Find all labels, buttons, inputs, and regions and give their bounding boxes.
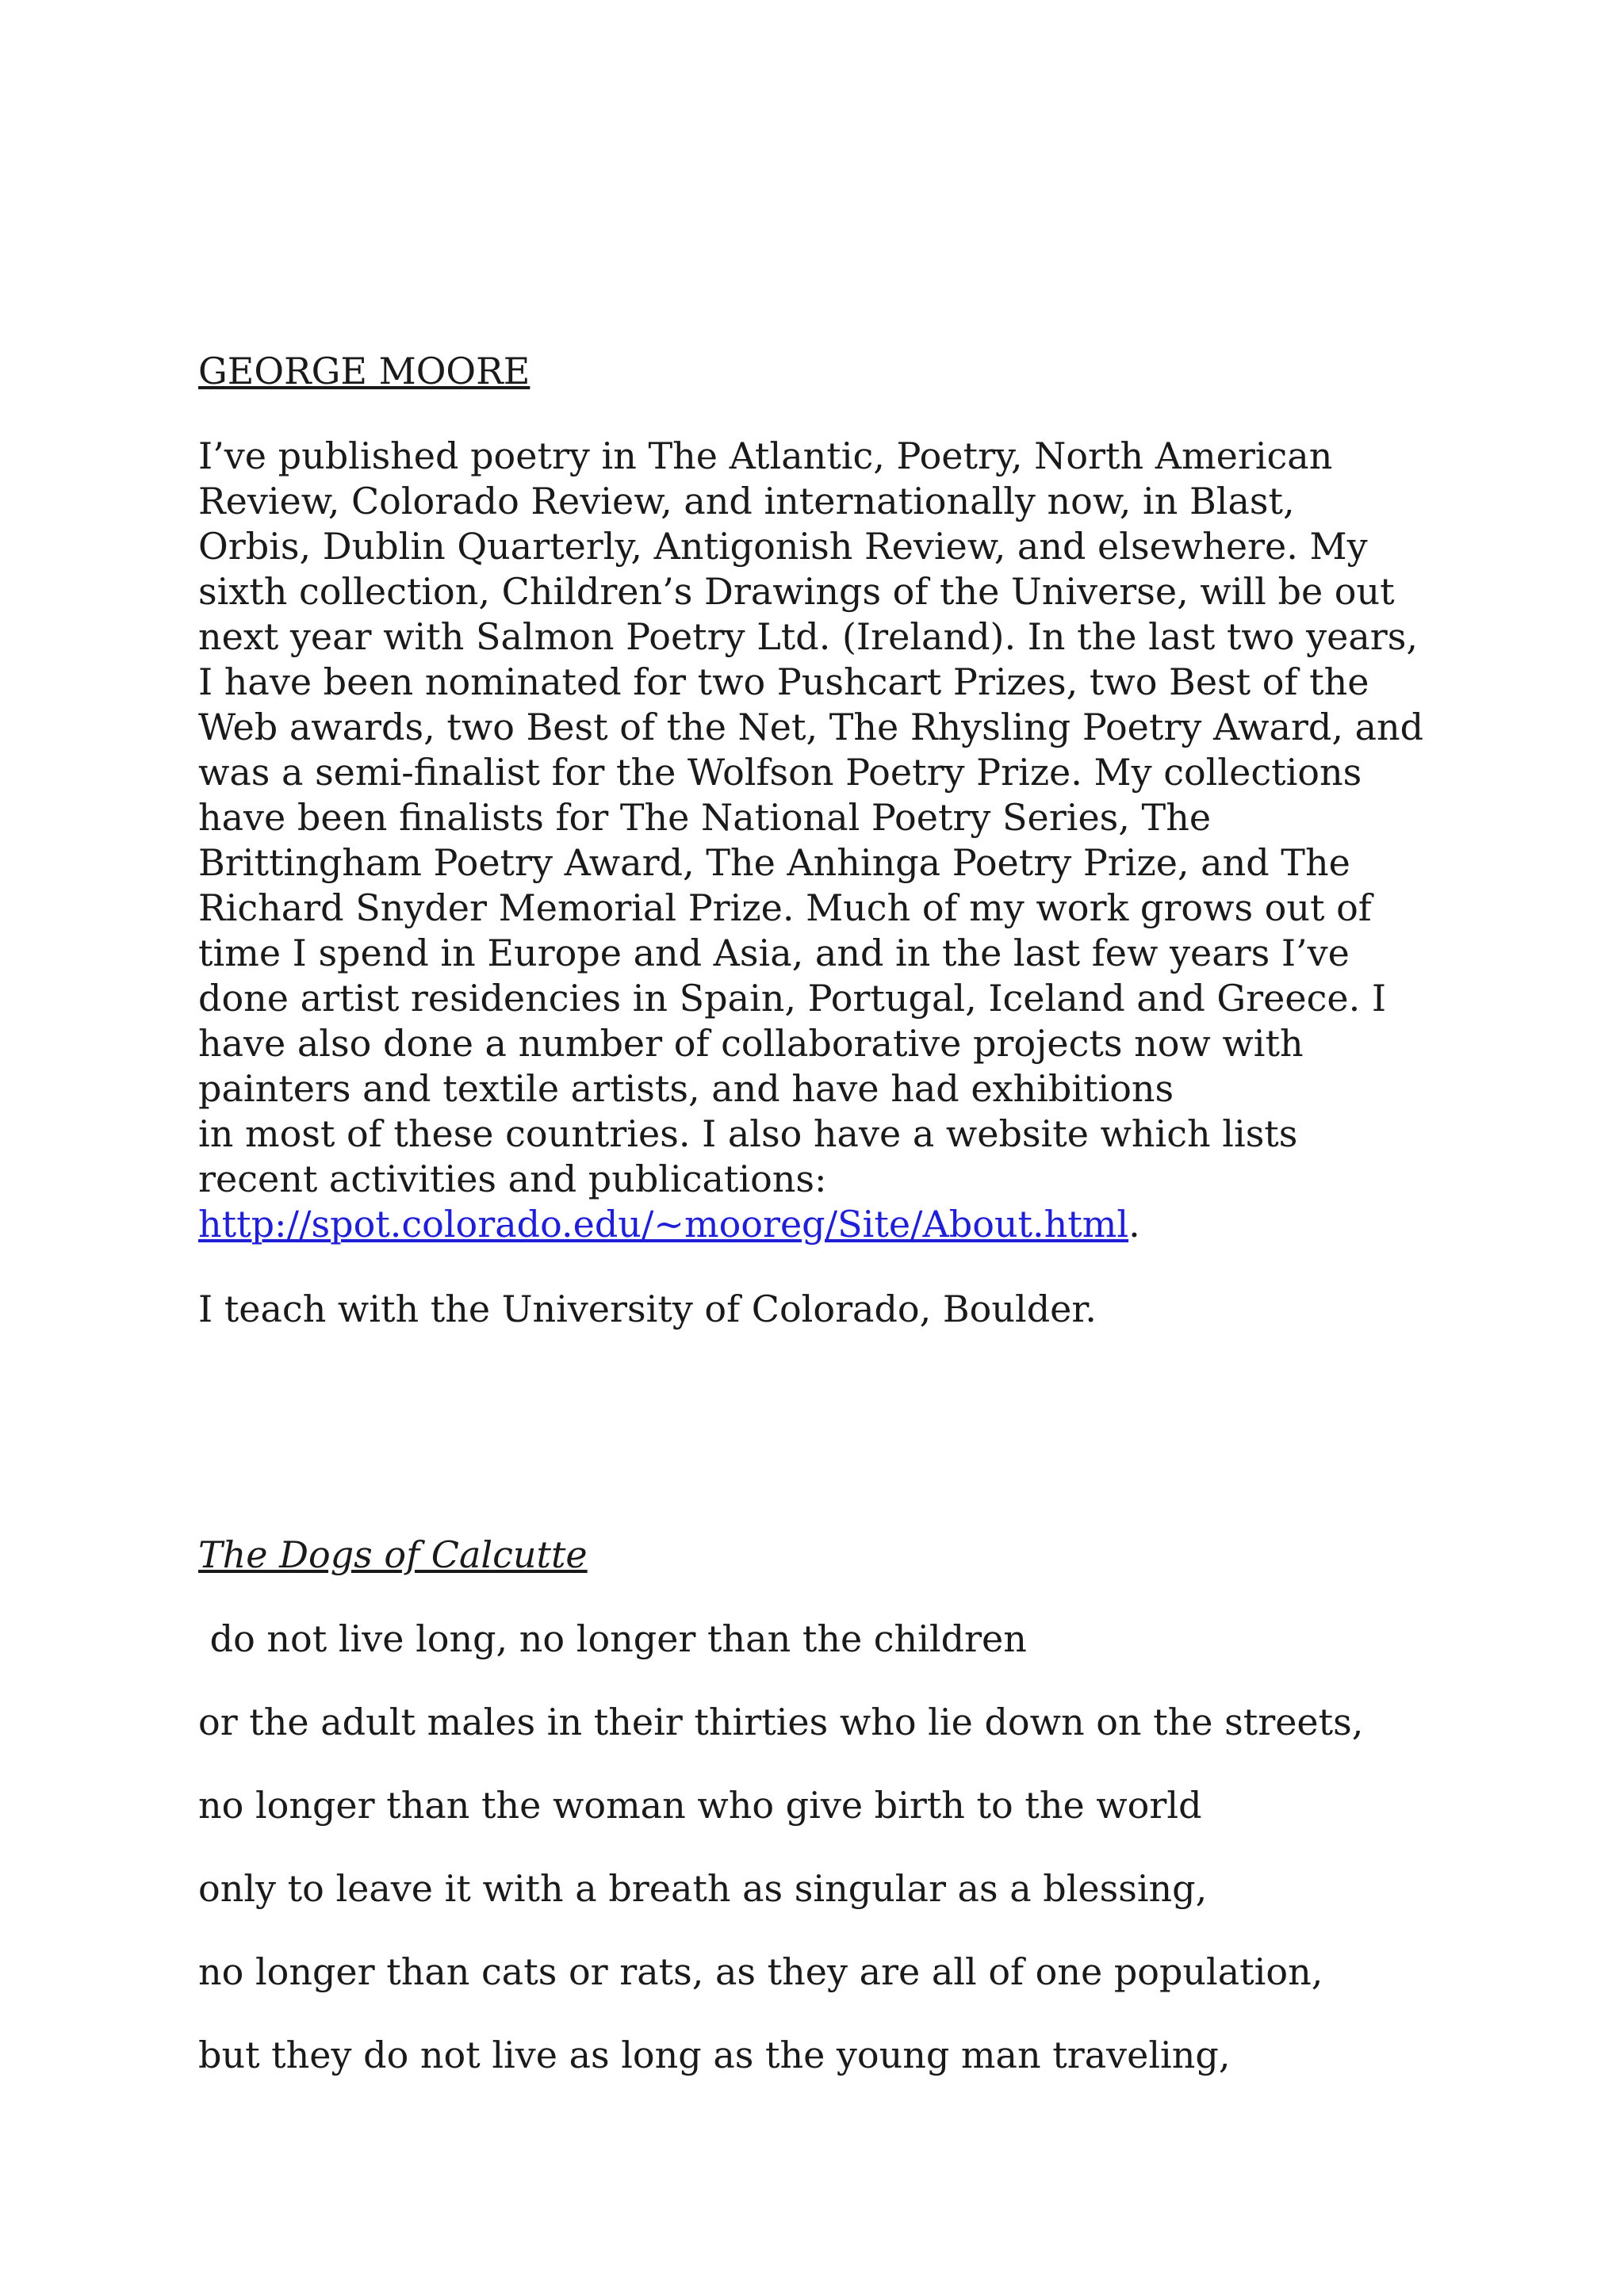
bio-link-line <box>198 1202 1467 1247</box>
bio-line: next year with Salmon Poetry Ltd. (Ireland). In the last two years, <box>198 615 1418 658</box>
website-link[interactable]: http://spot.colorado.edu/~mooreg/Site/About.html <box>198 1203 1129 1246</box>
poem-line: or the adult males in their thirties who lie down on the streets, <box>198 1701 1364 1743</box>
bio-line: was a semi-finalist for the Wolfson Poetry Prize. My collections <box>198 751 1362 794</box>
poem-line: only to leave it with a breath as singular as a blessing, <box>198 1867 1208 1910</box>
link-suffix: . <box>1128 1203 1140 1246</box>
author-name: GEORGE MOORE <box>198 350 530 392</box>
bio-line: Orbis, Dublin Quarterly, Antigonish Review, and elsewhere. My <box>198 525 1368 568</box>
bio-line: have also done a number of collaborative projects now with <box>198 1022 1304 1065</box>
bio-line: I’ve published poetry in The Atlantic, Poetry, North American <box>198 434 1333 477</box>
teaching-statement: I teach with the University of Colorado, Boulder. <box>198 1288 1097 1330</box>
bio-line: painters and textile artists, and have had exhibitions <box>198 1067 1174 1110</box>
bio-line: have been finalists for The National Poetry Series, The <box>198 796 1212 839</box>
poem-line: do not live long, no longer than the children <box>198 1617 1027 1660</box>
poem-line: no longer than cats or rats, as they are all of one population, <box>198 1950 1323 1993</box>
bio-line: Richard Snyder Memorial Prize. Much of my work grows out of <box>198 886 1372 929</box>
bio-line: time I spend in Europe and Asia, and in the last few years I’ve <box>198 932 1350 974</box>
bio-line: in most of these countries. I also have a website which lists <box>198 1112 1298 1155</box>
document-page <box>198 349 1467 2116</box>
bio-line: recent activities and publications: <box>198 1158 827 1200</box>
bio-line: Web awards, two Best of the Net, The Rhysling Poetry Award, and <box>198 706 1424 748</box>
bio-line: sixth collection, Children’s Drawings of the Universe, will be out <box>198 570 1395 613</box>
poem-body <box>198 1617 1467 2078</box>
poem-line: but they do not live as long as the young man traveling, <box>198 2034 1231 2076</box>
poem-line: no longer than the woman who give birth to the world <box>198 1784 1202 1827</box>
poem-title: The Dogs of Calcutte <box>198 1533 588 1576</box>
bio-line: done artist residencies in Spain, Portugal, Iceland and Greece. I <box>198 977 1387 1020</box>
author-bio <box>198 434 1467 1247</box>
bio-line: Review, Colorado Review, and internationally now, in Blast, <box>198 480 1295 522</box>
bio-line: I have been nominated for two Pushcart Prizes, two Best of the <box>198 660 1369 703</box>
bio-line: Brittingham Poetry Award, The Anhinga Poetry Prize, and The <box>198 841 1350 884</box>
